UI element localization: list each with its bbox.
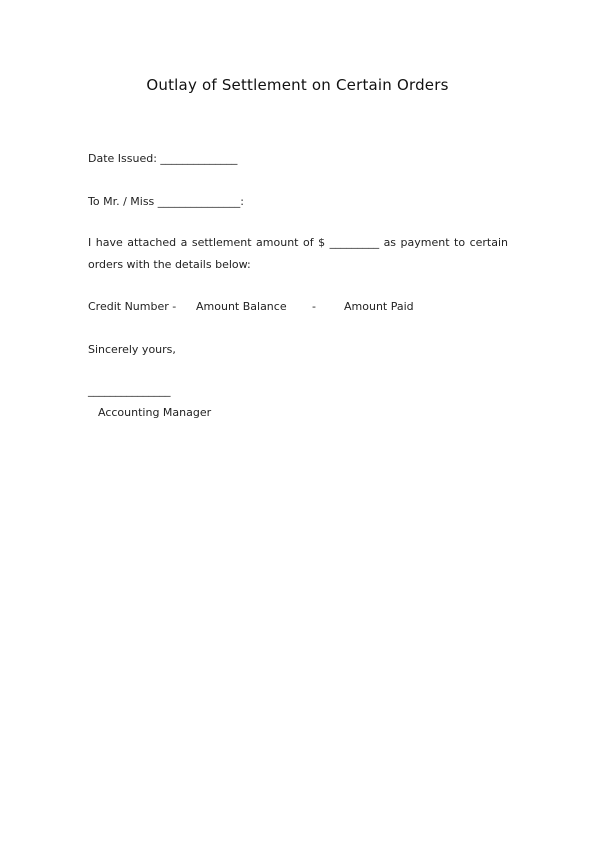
body-paragraph-line-2: orders with the details below: xyxy=(88,258,251,271)
document-title: Outlay of Settlement on Certain Orders xyxy=(146,76,449,94)
closing-line: Sincerely yours, xyxy=(88,343,176,356)
signature-line: _______________ xyxy=(88,384,171,397)
amount-paid-label: Amount Paid xyxy=(344,300,414,313)
signatory-title: Accounting Manager xyxy=(98,406,212,419)
body-paragraph xyxy=(88,232,508,276)
date-issued-line: Date Issued: ______________ xyxy=(88,152,238,165)
recipient-line: To Mr. / Miss _______________: xyxy=(88,195,244,208)
detail-separator: - xyxy=(312,300,316,313)
credit-number-label: Credit Number - xyxy=(88,300,177,313)
amount-balance-label: Amount Balance xyxy=(196,300,287,313)
body-paragraph-line-1: I have attached a settlement amount of $ _________ as payment to certain xyxy=(88,236,508,249)
